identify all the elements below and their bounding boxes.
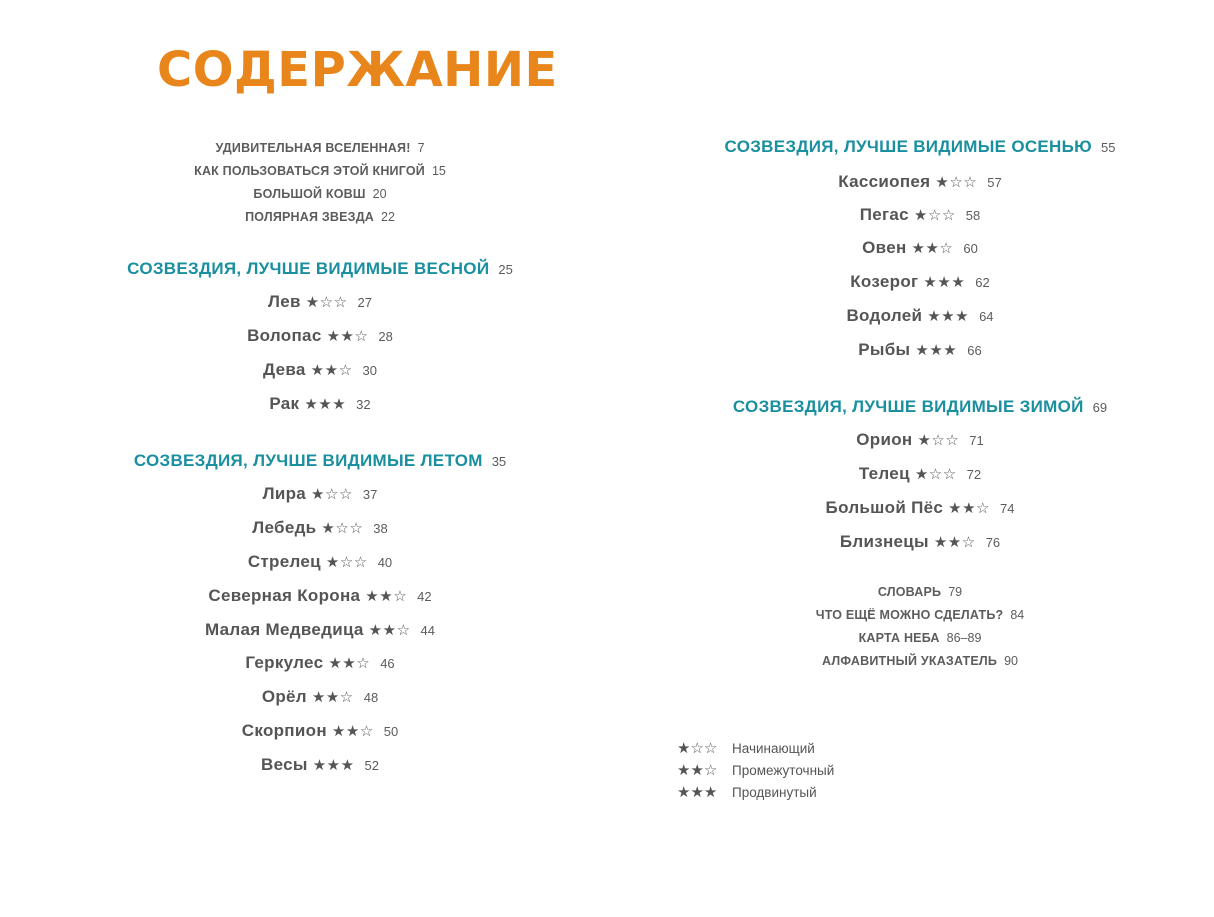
toc-entry-outro[interactable]	[620, 608, 1214, 622]
toc-entry[interactable]	[620, 272, 1214, 292]
entry-name: Овен	[862, 238, 907, 257]
entry-page: 48	[363, 690, 379, 705]
entry-page: 42	[417, 589, 432, 604]
difficulty-stars-icon: ★★☆	[368, 621, 411, 639]
toc-entry[interactable]	[0, 755, 640, 775]
toc-entry-outro[interactable]	[620, 585, 1214, 599]
difficulty-stars-icon: ★☆☆	[311, 485, 353, 503]
entry-page: 74	[999, 501, 1015, 516]
entry-title: БОЛЬШОЙ КОВШ	[253, 187, 366, 201]
section-page: 25	[498, 262, 513, 277]
toc-entry[interactable]	[0, 687, 640, 707]
legend-item	[677, 759, 834, 781]
entry-name: Весы	[261, 755, 308, 774]
entry-page: 57	[987, 175, 1002, 190]
difficulty-stars-icon: ★★☆	[328, 654, 371, 672]
toc-entry[interactable]	[620, 306, 1214, 326]
toc-entry-intro[interactable]	[0, 141, 640, 155]
difficulty-stars-icon: ★☆☆	[935, 173, 978, 191]
legend-label: Промежуточный	[732, 762, 835, 778]
entry-name: Телец	[858, 464, 910, 483]
difficulty-stars-icon: ★☆☆	[913, 206, 956, 224]
toc-entry[interactable]	[620, 205, 1214, 225]
difficulty-stars-icon: ★★☆	[310, 361, 353, 379]
section-heading-autumn[interactable]	[620, 137, 1214, 157]
toc-entry[interactable]	[0, 484, 640, 504]
entry-page: 38	[373, 521, 388, 536]
toc-entry[interactable]	[0, 326, 640, 346]
section-heading-summer[interactable]	[0, 451, 640, 471]
entry-name: Орёл	[261, 687, 307, 706]
entry-name: Скорпион	[241, 721, 327, 740]
entry-page: 64	[979, 309, 994, 324]
entry-name: Лира	[262, 484, 307, 503]
entry-page: 37	[362, 487, 378, 502]
section-title: СОЗВЕЗДИЯ, ЛУЧШЕ ВИДИМЫЕ ВЕСНОЙ	[127, 259, 490, 278]
entry-name: Водолей	[846, 306, 923, 325]
difficulty-stars-icon: ★★☆	[331, 722, 374, 740]
legend-stars-icon: ★★★	[677, 783, 718, 801]
section-title: СОЗВЕЗДИЯ, ЛУЧШЕ ВИДИМЫЕ ЛЕТОМ	[133, 451, 483, 470]
toc-entry[interactable]	[0, 292, 640, 312]
entry-name: Северная Корона	[208, 586, 361, 605]
difficulty-stars-icon: ★★★	[304, 395, 347, 413]
entry-page: 58	[965, 208, 981, 223]
entry-name: Кассиопея	[838, 172, 931, 191]
toc-entry[interactable]	[0, 620, 640, 640]
entry-page: 84	[1010, 608, 1025, 622]
entry-page: 27	[357, 295, 373, 310]
section-heading-winter[interactable]	[620, 397, 1214, 417]
difficulty-stars-icon: ★★☆	[365, 587, 408, 605]
difficulty-stars-icon: ★★★	[923, 273, 966, 291]
entry-page: 32	[356, 397, 371, 412]
toc-entry[interactable]	[0, 653, 640, 673]
toc-entry[interactable]	[620, 498, 1214, 518]
entry-name: Большой Пёс	[825, 498, 944, 517]
difficulty-stars-icon: ★☆☆	[914, 465, 957, 483]
entry-page: 60	[963, 241, 978, 256]
difficulty-legend	[677, 737, 834, 803]
entry-title: ЧТО ЕЩЁ МОЖНО СДЕЛАТЬ?	[815, 608, 1004, 622]
entry-page: 52	[364, 758, 379, 773]
entry-page: 72	[966, 467, 982, 482]
entry-name: Пегас	[859, 205, 909, 224]
entry-title: УДИВИТЕЛЬНАЯ ВСЕЛЕННАЯ!	[215, 141, 411, 155]
difficulty-stars-icon: ★★☆	[911, 239, 954, 257]
entry-name: Лев	[267, 292, 301, 311]
difficulty-stars-icon: ★☆☆	[305, 293, 348, 311]
toc-entry-outro[interactable]	[620, 631, 1214, 645]
legend-stars-icon: ★☆☆	[677, 739, 718, 757]
toc-entry[interactable]	[0, 518, 640, 538]
entry-title: АЛФАВИТНЫЙ УКАЗАТЕЛЬ	[821, 654, 998, 668]
entry-name: Козерог	[850, 272, 919, 291]
toc-entry-intro[interactable]	[0, 164, 640, 178]
toc-entry[interactable]	[620, 238, 1214, 258]
entry-page: 76	[985, 535, 1001, 550]
toc-entry[interactable]	[620, 340, 1214, 360]
entry-page: 62	[975, 275, 990, 290]
section-page: 35	[491, 454, 507, 469]
toc-entry[interactable]	[620, 464, 1214, 484]
toc-entry-intro[interactable]	[0, 210, 640, 224]
difficulty-stars-icon: ★☆☆	[325, 553, 368, 571]
entry-page: 79	[948, 585, 963, 599]
toc-entry[interactable]	[0, 360, 640, 380]
entry-page: 86–89	[946, 631, 982, 645]
legend-label: Начинающий	[732, 740, 815, 756]
section-page: 55	[1100, 140, 1116, 155]
toc-entry-outro[interactable]	[620, 654, 1214, 668]
toc-entry[interactable]	[0, 552, 640, 572]
entry-page: 15	[431, 164, 446, 178]
toc-entry[interactable]	[0, 721, 640, 741]
difficulty-stars-icon: ★★☆	[311, 688, 354, 706]
entry-title: КАК ПОЛЬЗОВАТЬСЯ ЭТОЙ КНИГОЙ	[194, 164, 425, 178]
toc-entry-intro[interactable]	[0, 187, 640, 201]
entry-page: 50	[383, 724, 399, 739]
entry-name: Орион	[856, 430, 913, 449]
difficulty-stars-icon: ★★☆	[948, 499, 990, 517]
toc-entry[interactable]	[0, 586, 640, 606]
toc-entry[interactable]	[620, 430, 1214, 450]
difficulty-stars-icon: ★★☆	[326, 327, 369, 345]
section-title: СОЗВЕЗДИЯ, ЛУЧШЕ ВИДИМЫЕ ЗИМОЙ	[732, 397, 1084, 416]
difficulty-stars-icon: ★☆☆	[917, 431, 960, 449]
entry-name: Рак	[269, 394, 300, 413]
entry-page: 71	[969, 433, 984, 448]
entry-page: 22	[381, 210, 395, 224]
entry-page: 30	[362, 363, 377, 378]
section-heading-spring[interactable]	[0, 259, 640, 279]
entry-page: 7	[417, 141, 425, 155]
entry-page: 20	[372, 187, 387, 201]
difficulty-stars-icon: ★★★	[927, 307, 970, 325]
entry-name: Дева	[263, 360, 306, 379]
entry-page: 44	[420, 623, 435, 638]
legend-stars-icon: ★★☆	[677, 761, 718, 779]
entry-name: Волопас	[247, 326, 322, 345]
entry-title: СЛОВАРЬ	[877, 585, 942, 599]
toc-entry[interactable]	[0, 394, 640, 414]
legend-label: Продвинутый	[732, 784, 817, 800]
entry-name: Малая Медведица	[205, 620, 364, 639]
legend-item	[677, 737, 834, 759]
entry-name: Стрелец	[247, 552, 321, 571]
difficulty-stars-icon: ★★☆	[933, 533, 976, 551]
entry-page: 90	[1004, 654, 1018, 668]
entry-title: КАРТА НЕБА	[858, 631, 940, 645]
entry-page: 46	[380, 656, 395, 671]
difficulty-stars-icon: ★☆☆	[321, 519, 364, 537]
entry-page: 40	[377, 555, 393, 570]
entry-page: 66	[967, 343, 982, 358]
toc-entry[interactable]	[620, 172, 1214, 192]
difficulty-stars-icon: ★★★	[312, 756, 355, 774]
entry-name: Лебедь	[252, 518, 317, 537]
difficulty-stars-icon: ★★★	[915, 341, 958, 359]
toc-entry[interactable]	[620, 532, 1214, 552]
entry-page: 28	[378, 329, 393, 344]
entry-name: Рыбы	[858, 340, 911, 359]
section-page: 69	[1092, 400, 1108, 415]
entry-name: Геркулес	[245, 653, 324, 672]
entry-title: ПОЛЯРНАЯ ЗВЕЗДА	[245, 210, 375, 224]
page-title: СОДЕРЖАНИЕ	[157, 42, 558, 98]
entry-name: Близнецы	[839, 532, 929, 551]
legend-item	[677, 781, 834, 803]
section-title: СОЗВЕЗДИЯ, ЛУЧШЕ ВИДИМЫЕ ОСЕНЬЮ	[724, 137, 1092, 156]
